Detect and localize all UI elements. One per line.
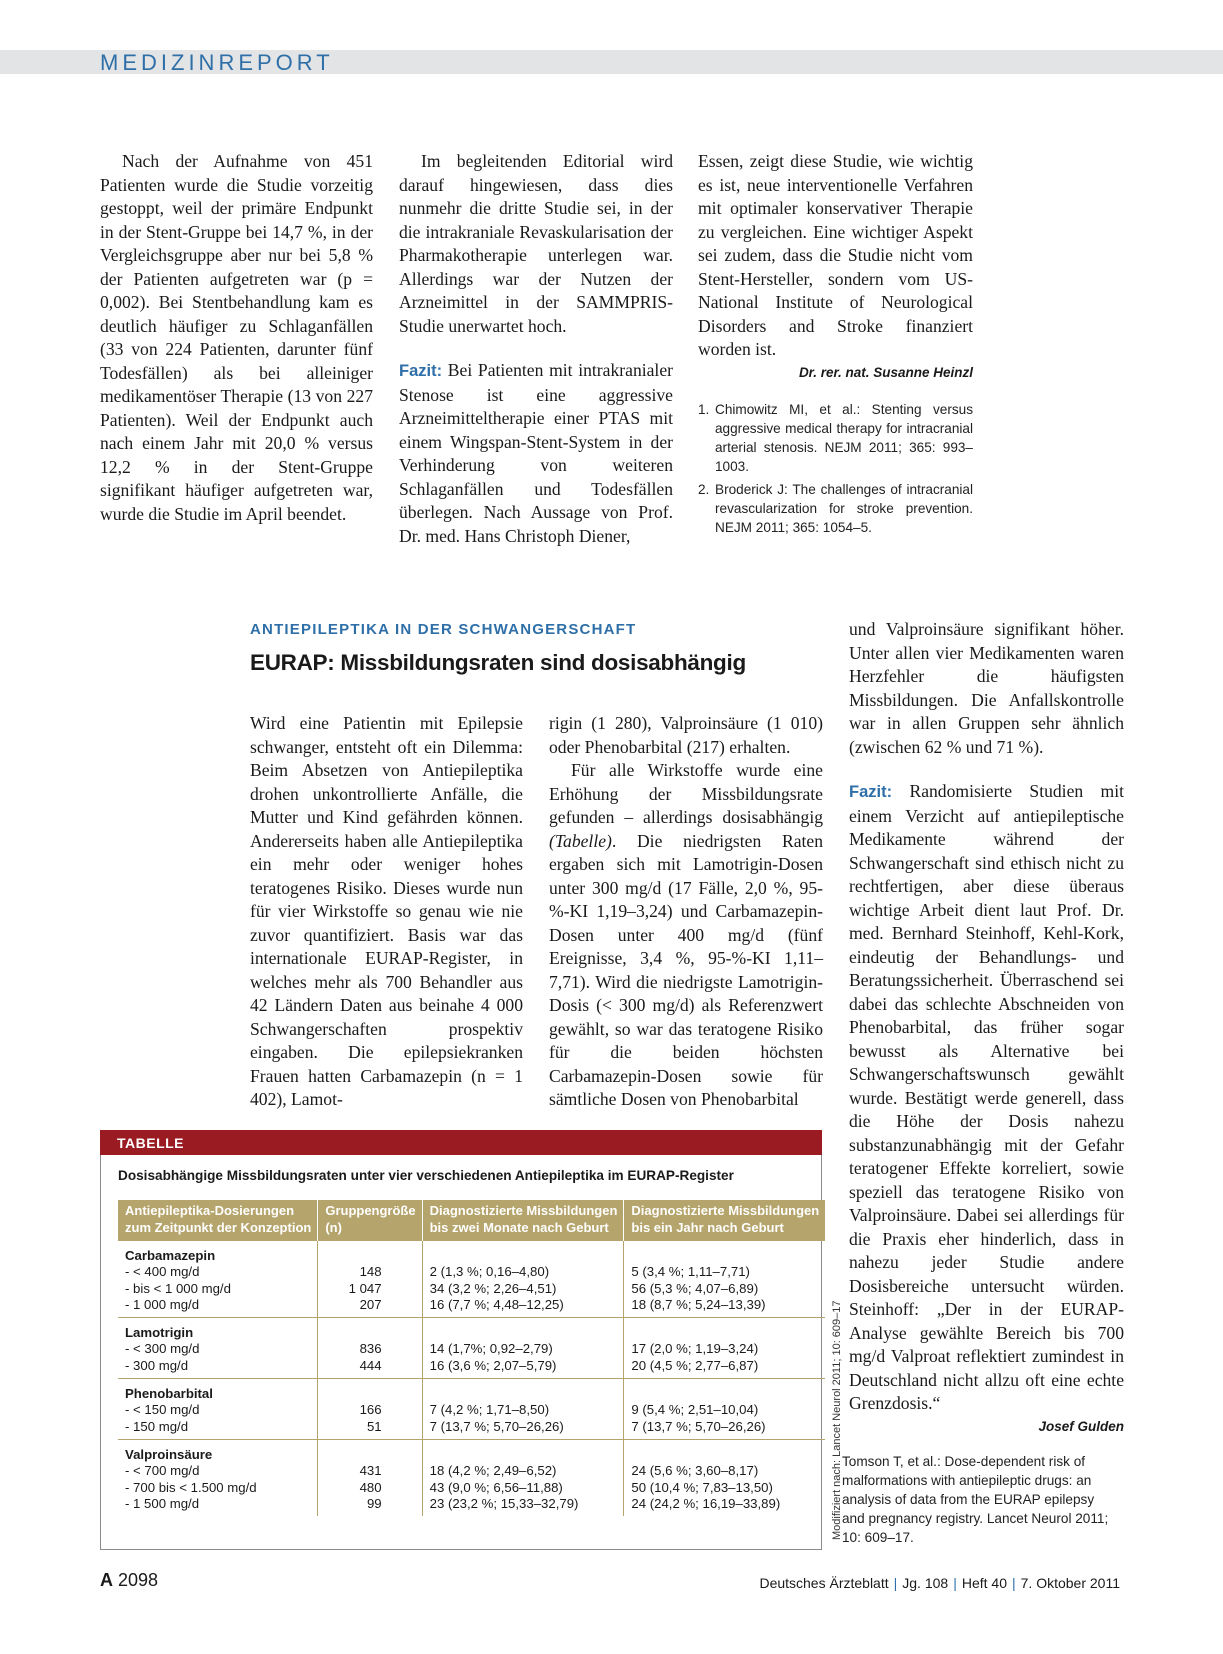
fazit-text: Bei Patienten mit intrakranialer Stenose ist eine aggressive Arzneimitteltherapie einer PTAS mit einem Wingspan-Stent-System in der Verhinderung von weiteren Schlaganfällen und Todesfällen überlegen. Nach Aussage von Prof. Dr. med. Hans Christoph Diener, (399, 360, 673, 546)
table-label-bar (100, 1130, 822, 1155)
article2-kicker: ANTIEPILEPTIKA IN DER SCHWANGERSCHAFT (250, 621, 637, 638)
article2-paragraph: Wird eine Patientin mit Epilepsie schwanger, entsteht oft ein Dilemma: Beim Absetzen von Antiepileptika drohen unkontrollierte Anfälle, die Mutter und Kind gefährden können. Andererseits haben alle Antiepileptika ein mehr oder weniger hohes teratogenes Risiko. Dieses wurde nun für vier Wirkstoffe so genau wie nie zuvor quantifiziert. Basis war das internationale EURAP-Register, in welches mehr als 700 Behandler aus 42 Ländern Daten aus beinahe 4 000 Schwangerschaften prospektiv eingaben. Die epilepsiekranken Frauen hatten Carbamazepin (n = 1 402), Lamot- (250, 713, 523, 1109)
article1-fazit (399, 359, 673, 548)
article1-column-2 (399, 150, 673, 548)
table-row-valproinsaeure (118, 1439, 825, 1516)
dosage-cell: Phenobarbital - < 150 mg/d - 150 mg/d (118, 1379, 318, 1440)
journal-volume: Jg. 108 (902, 1575, 949, 1591)
article1-paragraph: Essen, zeigt diese Studie, wie wichtig es ist, neue interventionelle Verfahren mit optimaler konservativer Therapie zu vergleichen. Eine wichtiger Aspekt sei zudem, dass die Studie nicht vom Stent-Hersteller, sondern vom US-National Institute of Neurological Disorders and Stroke finanziert worden ist. (698, 151, 973, 359)
article2-paragraph: und Valproinsäure signifikant höher. Unter allen vier Medikamenten waren Herzfehler die häufigsten Missbildungen. Die Anfallskontrolle war in allen Gruppen sehr ähnlich (zwischen 62 % und 71 %). (849, 619, 1124, 757)
journal-name: Deutsches Ärzteblatt (759, 1575, 889, 1591)
column-header-group-size: Gruppengröße (n) (318, 1200, 422, 1241)
article2-paragraph: rigin (1 280), Valproinsäure (1 010) oder Phenobarbital (217) erhalten. (549, 713, 823, 757)
fazit-text: Randomisierte Studien mit einem Verzicht auf antiepileptische Medikamente während der Schwangerschaft sind ethisch nicht zu rechtfertigen, aber diese überaus wichtige Arbeit dient laut Prof. Dr. med. Bernhard Steinhoff, Kehl-Kork, eindeutig der Behandlungs- und Beratungssicherheit. Überraschend sei dabei das schlechte Abschneiden von Phenobarbital, das früher sogar bewusst als Alternative bei Schwangerschaftswunsch gewählt wurde. Bestätigt werde generell, dass die Höhe der Dosis nahezu substanzunabhängig mit der Gefahr teratogener Effekte korreliert, sowie speziell das teratogene Risiko von Valproinsäure. Dabei sei allerdings für die Praxis eher hinderlich, dass in nahezu jeder Studie andere Dosisbereiche untersucht würden. Steinhoff: „Der in der EURAP-Analyse gewählte Bereich bis 700 mg/d Valproat reflektiert zumindest in Deutschland nicht allzu oft eine echte Grenzdosis.“ (849, 781, 1124, 1413)
article1-author: Dr. rer. nat. Susanne Heinzl (798, 364, 973, 380)
article1-paragraph: Nach der Aufnahme von 451 Patienten wurde die Studie vorzeitig gestoppt, weil der primäre Endpunkt in der Stent-Gruppe bei 14,7 %, in der Vergleichsgruppe aber nur bei 5,8 % der Patienten aufgetreten war (p = 0,002). Bei Stentbehandlung kam es deutlich häufiger zu Schlaganfällen (33 von 224 Patienten, darunter fünf Todesfällen) als bei alleiniger medikamentöser Therapie (13 von 227 Patienten). Weil der Endpunkt auch nach einem Jahr mit 20,0 % versus 12,2 % in der Stent-Gruppe signifikant häufiger aufgetreten war, wurde die Studie im April beendet. (100, 151, 373, 524)
article2-column-1 (250, 712, 523, 1112)
table-caption: Dosisabhängige Missbildungsraten unter vier verschiedenen Antiepileptika im EURAP-Register (118, 1168, 734, 1183)
two-months-cell: 18 (4,2 %; 2,49–6,52) 43 (9,0 %; 6,56–11,88) 23 (23,2 %; 15,33–32,79) (422, 1439, 624, 1516)
article1-references (698, 400, 973, 537)
dosage-cell: Carbamazepin - < 400 mg/d - bis < 1 000 mg/d - 1 000 mg/d (118, 1241, 318, 1318)
article2-headline: EURAP: Missbildungsraten sind dosisabhängig (250, 650, 746, 675)
dosage-cell: Valproinsäure - < 700 mg/d - 700 bis < 1.500 mg/d - 1 500 mg/d (125, 1446, 257, 1511)
column-header-one-year: Diagnostizierte Missbildungen bis ein Jahr nach Geburt (624, 1200, 825, 1241)
table-row-phenobarbital (118, 1379, 825, 1440)
fazit-label: Fazit: (849, 783, 893, 801)
table-source-note: Modifiziert nach: Lancet Neurol 2011; 10: 609–17 (831, 1300, 843, 1540)
fazit-label: Fazit: (399, 362, 443, 380)
two-months-cell: 7 (4,2 %; 1,71–8,50) 7 (13,7 %; 5,70–26,26) (422, 1379, 624, 1440)
dosage-cell: Lamotrigin - < 300 mg/d - 300 mg/d (118, 1318, 318, 1379)
column-header-dosage: Antiepileptika-Dosierungen zum Zeitpunkt der Konzeption (118, 1200, 318, 1241)
table-row-lamotrigin (118, 1318, 825, 1379)
reference-item: 1. Chimowitz MI, et al.: Stenting versus aggressive medical therapy for intracranial arterial stenosis. NEJM 2011; 365: 993–1003. (698, 401, 973, 474)
one-year-cell: 24 (5,6 %; 3,60–8,17) 50 (10,4 %; 7,83–13,50) 24 (24,2 %; 16,19–33,89) (624, 1439, 825, 1516)
article1-column-3 (698, 150, 973, 541)
article2-column-3 (849, 618, 1124, 1438)
journal-date: 7. Oktober 2011 (1020, 1575, 1120, 1591)
one-year-cell: 5 (3,4 %; 1,11–7,71) 56 (5,3 %; 4,07–6,89) 18 (8,7 %; 5,24–13,39) (624, 1241, 825, 1318)
reference-item: 2. Broderick J: The challenges of intracranial revascularization for stroke prevention. NEJM 2011; 365: 1054–5. (698, 481, 973, 535)
two-months-cell: 14 (1,7%; 0,92–2,79) 16 (3,6 %; 2,07–5,79) (422, 1318, 624, 1379)
article2-fazit (849, 780, 1124, 1416)
article2-reference: Tomson T, et al.: Dose-dependent risk of malformations with antiepileptic drugs: an analysis of data from the EURAP epilepsy and pregnancy registry. Lancet Neurol 2011; 10: 609–17. (842, 1454, 1109, 1545)
article2-author: Josef Gulden (1038, 1418, 1124, 1434)
section-label: MEDIZINREPORT (100, 50, 334, 75)
column-header-two-months: Diagnostizierte Missbildungen bis zwei Monate nach Geburt (422, 1200, 624, 1241)
one-year-cell: 17 (2,0 %; 1,19–3,24) 20 (4,5 %; 2,77–6,87) (624, 1318, 825, 1379)
table-header-row (118, 1200, 825, 1241)
one-year-cell: 9 (5,4 %; 2,51–10,04) 7 (13,7 %; 5,70–26,26) (624, 1379, 825, 1440)
page-number: A 2098 (100, 1570, 159, 1590)
article1-column-1 (100, 150, 373, 526)
article1-paragraph: Im begleitenden Editorial wird darauf hingewiesen, dass dies nunmehr die dritte Studie sei, in der die intrakraniale Revaskularisation der Pharmakotherapie unterlegen war. Allerdings war der Nutzen der Arzneimittel in der SAMMPRIS-Studie unerwartet hoch. (399, 151, 673, 336)
table-reference: (Tabelle) (549, 830, 612, 851)
article2-column-2 (549, 712, 823, 1112)
group-size-cell: 431 480 99 (318, 1439, 422, 1516)
journal-issue: Heft 40 (961, 1575, 1007, 1591)
malformation-table (118, 1200, 825, 1516)
group-size-cell: 148 1 047 207 (318, 1241, 422, 1318)
journal-info: Deutsches Ärzteblatt | Jg. 108 | Heft 40 | 7. Oktober 2011 (759, 1575, 1120, 1591)
two-months-cell: 2 (1,3 %; 0,16–4,80) 34 (3,2 %; 2,26–4,51) 16 (7,7 %; 4,48–12,25) (422, 1241, 624, 1318)
group-size-cell: 166 51 (318, 1379, 422, 1440)
table-row-carbamazepin (118, 1241, 825, 1318)
table-label: TABELLE (117, 1135, 185, 1151)
article2-paragraph: Für alle Wirkstoffe wurde eine Erhöhung der Missbildungsrate gefunden – allerdings dosisabhängig (Tabelle). Die niedrigsten Raten ergaben sich mit Lamotrigin-Dosen unter 300 mg/d (17 Fälle, 2,0 %, 95-%-KI 1,19–3,24) und Carbamazepin-Dosen unter 400 mg/d (fünf Ereignisse, 3,4 %, 95-%-KI 1,11–7,71). Wird die niedrigste Lamotrigin-Dosis (< 300 mg/d) als Referenzwert gewählt, so war das teratogene Risiko für die beiden höchsten Carbamazepin-Dosen sowie für sämtliche Dosen von Phenobarbital (549, 760, 823, 1109)
group-size-cell: 836 444 (318, 1318, 422, 1379)
